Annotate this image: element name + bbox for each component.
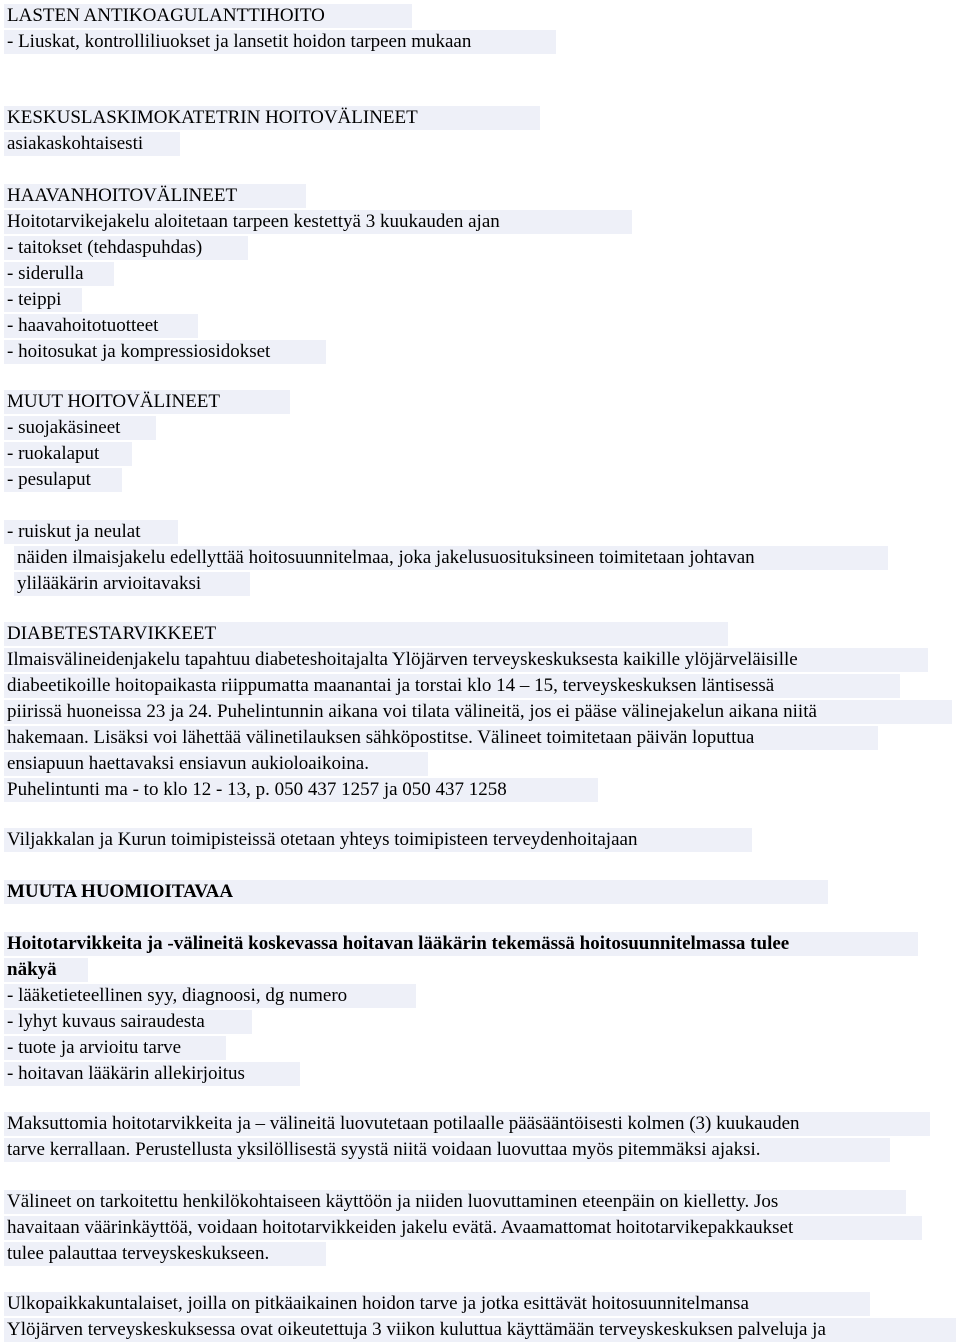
text-line: tulee palauttaa terveyskeskukseen. (4, 1242, 326, 1266)
text-line: HAAVANHOITOVÄLINEET (4, 184, 306, 208)
heading-line: Hoitotarvikkeita ja -välineitä koskevassa hoitavan lääkärin tekemässä hoitosuunnitelmassa tulee (4, 932, 918, 956)
text-line: Puhelintunti ma - to klo 12 - 13, p. 050 437 1257 ja 050 437 1258 (4, 778, 598, 802)
text-line: - ruokalaput (4, 442, 132, 466)
text-line: - haavahoitotuotteet (4, 314, 198, 338)
text-line: Ilmaisvälineidenjakelu tapahtuu diabeteshoitajalta Ylöjärven terveyskeskuksesta kaikille ylöjärveläisille (4, 648, 928, 672)
text-line: Ylöjärven terveyskeskuksessa ovat oikeutettuja 3 viikon kuluttua käyttämään terveyskeskuksen palveluja ja (4, 1318, 956, 1342)
text-line: DIABETESTARVIKKEET (4, 622, 728, 646)
text-line: ylilääkärin arvioitavaksi (14, 572, 250, 596)
text-line: havaitaan väärinkäyttöä, voidaan hoitotarvikkeiden jakelu evätä. Avaamattomat hoitotarvikepakkaukset (4, 1216, 922, 1240)
text-line: - Liuskat, kontrolliliuokset ja lansetit hoidon tarpeen mukaan (4, 30, 556, 54)
text-line: - hoitosukat ja kompressiosidokset (4, 340, 326, 364)
text-line: - ruiskut ja neulat (4, 520, 178, 544)
text-line: asiakaskohtaisesti (4, 132, 180, 156)
text-line: LASTEN ANTIKOAGULANTTIHOITO (4, 4, 412, 28)
text-line: hakemaan. Lisäksi voi lähettää välinetilauksen sähköpostitse. Välineet toimitetaan päivän loputtua (4, 726, 878, 750)
text-line: - pesulaput (4, 468, 122, 492)
text-line: diabeetikoille hoitopaikasta riippumatta maanantai ja torstai klo 14 – 15, terveyskeskuksen läntisessä (4, 674, 900, 698)
text-line: tarve kerrallaan. Perustellusta yksilöllisestä syystä niitä voidaan luovuttaa myös pitemmäksi ajaksi. (4, 1138, 890, 1162)
text-line: KESKUSLASKIMOKATETRIN HOITOVÄLINEET (4, 106, 540, 130)
text-line: Ulkopaikkakuntalaiset, joilla on pitkäaikainen hoidon tarve ja jotka esittävät hoitosuunnitelmansa (4, 1292, 870, 1316)
text-line: Hoitotarvikejakelu aloitetaan tarpeen kestettyä 3 kuukauden ajan (4, 210, 632, 234)
text-line: - tuote ja arvioitu tarve (4, 1036, 226, 1060)
text-line: - lyhyt kuvaus sairaudesta (4, 1010, 252, 1034)
heading-line: MUUTA HUOMIOITAVAA (4, 880, 828, 904)
text-line: - taitokset (tehdaspuhdas) (4, 236, 248, 260)
text-line: MUUT HOITOVÄLINEET (4, 390, 290, 414)
text-line: - hoitavan lääkärin allekirjoitus (4, 1062, 300, 1086)
text-line: - siderulla (4, 262, 114, 286)
text-line: - lääketieteellinen syy, diagnoosi, dg numero (4, 984, 416, 1008)
text-line: Maksuttomia hoitotarvikkeita ja – välineitä luovutetaan potilaalle pääsääntöisesti kolmen (3) kuukauden (4, 1112, 930, 1136)
text-line: ensiapuun haettavaksi ensiavun aukioloaikoina. (4, 752, 428, 776)
text-line: Välineet on tarkoitettu henkilökohtaiseen käyttöön ja niiden luovuttaminen eteenpäin on kielletty. Jos (4, 1190, 906, 1214)
text-line: - teippi (4, 288, 82, 312)
text-line: piirissä huoneissa 23 ja 24. Puhelintunnin aikana voi tilata välineitä, jos ei pääse välinejakelun aikana niitä (4, 700, 952, 724)
text-line: näiden ilmaisjakelu edellyttää hoitosuunnitelmaa, joka jakelusuosituksineen toimitetaan johtavan (14, 546, 888, 570)
text-line: - suojakäsineet (4, 416, 156, 440)
heading-line: näkyä (4, 958, 88, 982)
text-line: Viljakkalan ja Kurun toimipisteissä otetaan yhteys toimipisteen terveydenhoitajaan (4, 828, 752, 852)
